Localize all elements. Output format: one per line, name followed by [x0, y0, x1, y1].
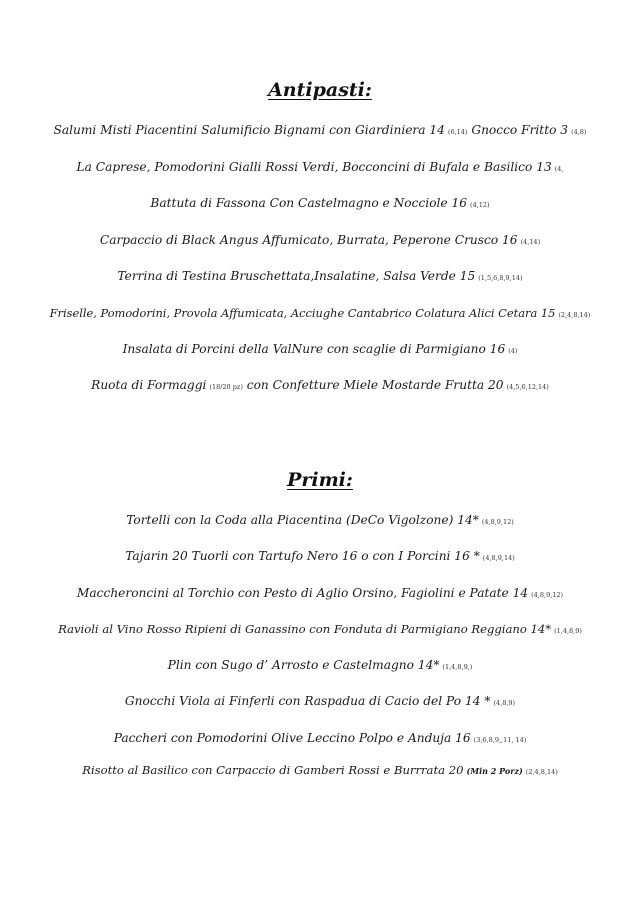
allergen-codes: (4,8,9,12) [531, 591, 564, 599]
allergen-codes: (3,6,8,9,,11, 14) [473, 736, 527, 744]
min-portion-note: (Min 2 Porz) [466, 766, 523, 776]
item-text: con Confetture Miele Mostarde Frutta 20 [246, 378, 504, 392]
allergen-codes: (1,5,6,8,9,14) [478, 274, 523, 282]
item-text-before: Ruota di Formaggi [91, 378, 207, 392]
allergen-codes: (4, [554, 165, 564, 173]
primi-item [0, 730, 640, 748]
antipasti-item [0, 268, 640, 286]
item-extra-text: Gnocco Fritto 3 [471, 123, 569, 137]
antipasti-item [0, 305, 640, 323]
item-text: Plin con Sugo d’ Arrosto e Castelmagno 14* [167, 658, 440, 672]
allergen-codes: (4,8,9,14) [482, 554, 515, 562]
allergen-codes: (4,5,6,12,14) [506, 383, 549, 391]
antipasti-title: Antipasti: [268, 79, 372, 101]
item-text: Gnocchi Viola ai Finferli con Raspadua di Cacio del Po 14 * [124, 694, 491, 708]
allergen-codes: (1,4,8,9) [554, 627, 582, 635]
item-text: Ravioli al Vino Rosso Ripieni di Ganassino con Fonduta di Parmigiano Reggiano 14* [58, 622, 552, 636]
antipasti-item [0, 232, 640, 250]
item-text: Tortelli con la Coda alla Piacentina (DeCo Vigolzone) 14* [126, 513, 479, 527]
primi-item [0, 621, 640, 639]
item-text: Carpaccio di Black Angus Affumicato, Burrata, Peperone Crusco 16 [99, 233, 518, 247]
primi-item [0, 657, 640, 675]
allergen-codes: (2,4,8,14) [558, 311, 591, 319]
antipasti-item [0, 122, 640, 140]
allergen-codes: (4) [508, 347, 518, 355]
item-text: Battuta di Fassona Con Castelmagno e Nocciole 16 [150, 196, 468, 210]
primi-item [0, 512, 640, 530]
allergen-codes: (4,8) [571, 128, 587, 136]
item-text: Terrina di Testina Bruschettata,Insalatine, Salsa Verde 15 [117, 269, 476, 283]
antipasti-item [0, 159, 640, 177]
item-text: Tajarin 20 Tuorli con Tartufo Nero 16 o con I Porcini 16 * [125, 549, 480, 563]
item-text: Salumi Misti Piacentini Salumificio Bignami con Giardiniera 14 [53, 123, 445, 137]
antipasti-item [0, 377, 640, 395]
allergen-codes: (4,8,9) [493, 699, 516, 707]
item-text: Friselle, Pomodorini, Provola Affumicata, Acciughe Cantabrico Colatura Alici Cetara 15 [49, 306, 556, 320]
antipasti-item [0, 195, 640, 213]
primi-title: Primi: [287, 469, 353, 491]
item-text: Risotto al Basilico con Carpaccio di Gamberi Rossi e Burrrata 20 [82, 763, 464, 777]
primi-item [0, 585, 640, 603]
allergen-codes: (1,4,8,9,) [442, 663, 473, 671]
allergen-codes: (6,14) [447, 128, 468, 136]
item-text: Maccheroncini al Torchio con Pesto di Aglio Orsino, Fagiolini e Patate 14 [76, 586, 529, 600]
item-text: La Caprese, Pomodorini Gialli Rossi Verdi, Bocconcini di Bufala e Basilico 13 [76, 160, 552, 174]
item-text: Insalata di Porcini della ValNure con scaglie di Parmigiano 16 [122, 342, 506, 356]
primi-item [0, 548, 640, 566]
allergen-codes: (4,14) [520, 238, 541, 246]
primi-item [0, 693, 640, 711]
item-text: Paccheri con Pomodorini Olive Leccino Polpo e Anduja 16 [113, 731, 471, 745]
allergen-codes: (4,8,9,12) [481, 518, 514, 526]
allergen-codes: (2,4,8,14) [525, 768, 558, 776]
allergen-codes: (4,12) [470, 201, 490, 209]
primi-item [0, 762, 640, 780]
portion-note: (18/20 pz) [209, 383, 243, 391]
antipasti-item [0, 341, 640, 359]
